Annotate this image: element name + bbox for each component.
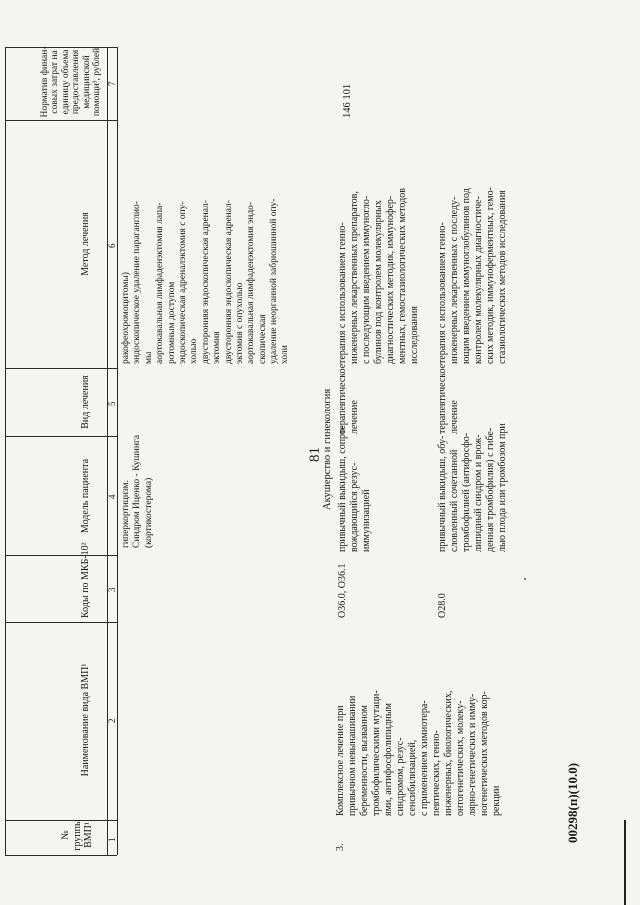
row2-treatment-type: терапевтическое лечение xyxy=(437,363,460,434)
column-number-4: 4 xyxy=(107,494,117,499)
col-divider-5-6 xyxy=(5,368,117,369)
column-number-7: 7 xyxy=(107,81,117,86)
col-divider-2-3 xyxy=(5,622,117,623)
column-number-2: 2 xyxy=(107,718,117,723)
header-cell-method: Метод лечения xyxy=(80,212,91,276)
continuation-model-text: гиперкортицизм. Синдром Иценко - Кушинга (кортикостерома) xyxy=(121,434,154,548)
column-number-1: 1 xyxy=(107,837,117,842)
col-divider-3-4 xyxy=(5,555,117,556)
row2-treatment-method: терапия с использованием генно- инженерных лекарственных с последу- ющим введением иммуноглобулинов под контролем молекулярных диагностиче- ских методик, иммуноферментных, гемо- стазиологических методов исследования xyxy=(437,187,508,364)
row1-patient-model: привычный выкидыш, сопро- вождающийся резус- иммунизацией xyxy=(337,425,372,552)
entry-number: 3. xyxy=(335,843,346,851)
column-number-3: 3 xyxy=(107,587,117,592)
header-row-divider xyxy=(107,47,108,855)
page-number: 81 xyxy=(307,447,323,462)
footer-document-code: 00298(п)(10.0) xyxy=(565,762,580,843)
continuation-method-list: ракофеохромоцитомы) эндоскопическое удаление параганглио- мы аортокавальная лимфаденэктомия лапа- ротомным доступом эндоскопическая адреналэктомия с опу- холью двусторонняя эндоскопическая адренал- эктомия двусторонняя эндоскопическая адренал- эктомия с опухолью аортокавальная лимфаденэктомия эндо- скопическая удаление неорганной забрюшинной опу- холи xyxy=(121,198,291,364)
table-border-left xyxy=(5,47,6,855)
row2-patient-model: привычный выкидыш, обу- словленный сочетанной тромбофилией (антифосфо- липидный синдром и врож- денная тромбофилия) с гибе- лью плода или тромбозом при xyxy=(437,423,508,552)
header-cell-type: Вид лечения xyxy=(80,375,91,429)
header-cell-model: Модель пациента xyxy=(80,458,91,534)
header-cell-mkb: Коды по МКБ-10² xyxy=(80,542,91,618)
col-divider-4-5 xyxy=(5,436,117,437)
scan-speck xyxy=(524,578,526,580)
table-border-bottom xyxy=(5,855,117,856)
header-cell-group: № группы ВМП¹ xyxy=(60,819,94,851)
scan-binding-edge xyxy=(624,820,626,905)
section-title: Акушерство и гинекология xyxy=(322,388,333,510)
number-row-divider xyxy=(117,47,118,855)
entry-norm-value: 146 101 xyxy=(342,83,353,118)
column-number-6: 6 xyxy=(107,243,117,248)
col-divider-6-7 xyxy=(5,120,117,121)
entry-name-text: Комплексное лечение при привычном невынашивании беременности, вызванном тромбофилическими мутаци- ями, антифосфолипидным синдромом, резус- сенсибилизацией, с применением химиотера- певтических, генно- инженерных, биологических, онтогенетических, молеку- лярно-генетических и имму- ногенетических методов кор- рекции xyxy=(335,690,502,816)
header-cell-norm: Норматив финан- совых затрат на единицу объема предоставления медицинской помощи³, рублей xyxy=(40,46,103,118)
column-number-5: 5 xyxy=(107,401,117,406)
header-cell-name: Наименование вида ВМП¹ xyxy=(80,663,91,777)
row1-treatment-method: терапия с использованием генно- инженерных лекарственных препаратов, с последующим введением иммуногло- булинов под контролем молекулярных диагностических методик, иммунофер- ментных, гемостазиологических методов исследования xyxy=(337,188,420,364)
row1-mkb-code: O36.0, O36.1 xyxy=(337,563,348,618)
row2-mkb-code: O28.0 xyxy=(437,593,448,618)
row1-treatment-type: терапевтическое лечение xyxy=(337,363,360,434)
